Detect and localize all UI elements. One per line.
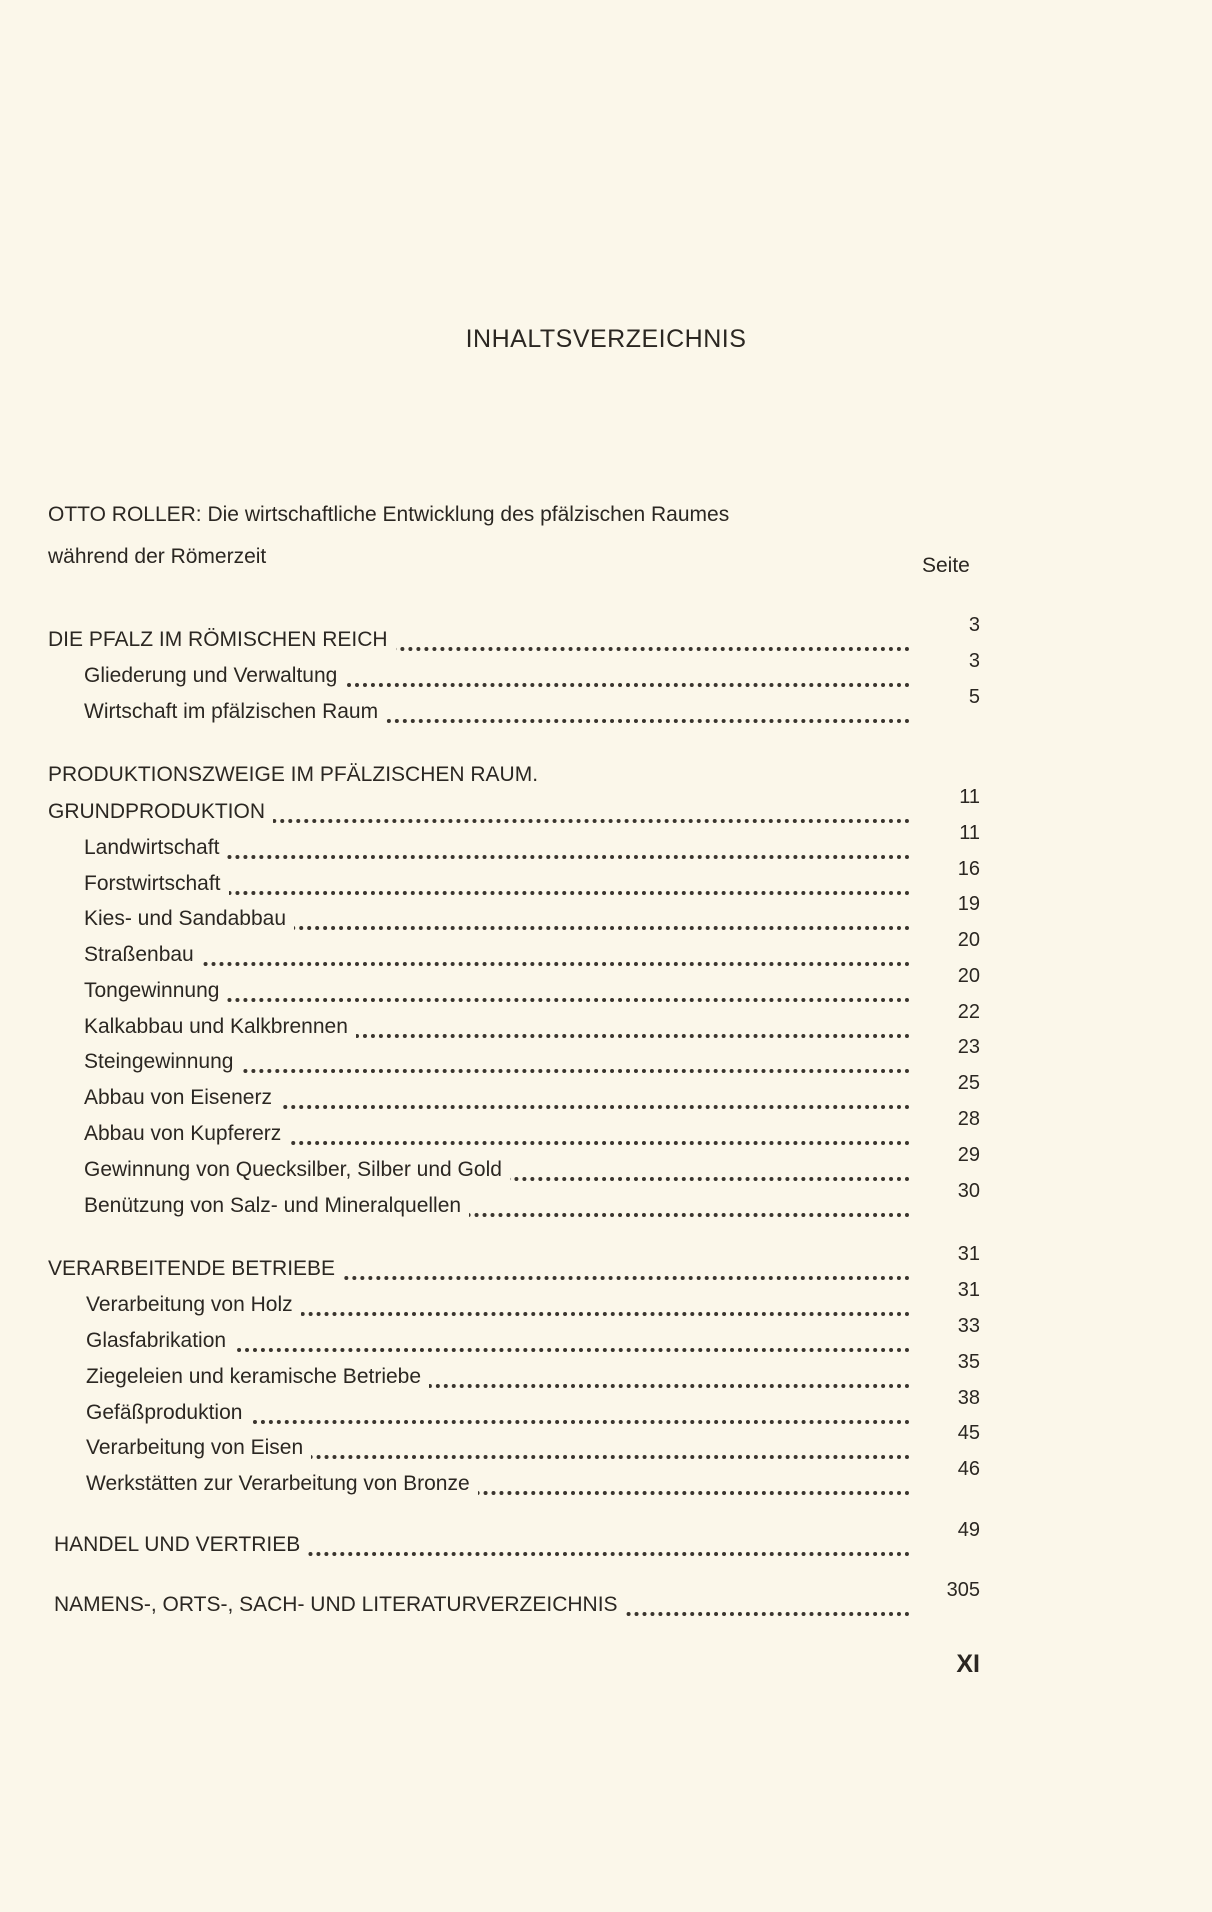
toc-entry <box>84 1108 980 1152</box>
toc-entry <box>84 1180 980 1224</box>
toc-entry-label: Verarbeitung von Eisen <box>86 1436 311 1460</box>
toc-entry <box>86 1458 980 1502</box>
toc-page-number: 23 <box>957 1036 980 1058</box>
toc-entry <box>84 1144 980 1188</box>
toc-entry <box>84 929 980 973</box>
toc-entry-label: Tongewinnung <box>84 979 227 1003</box>
toc-entry-label: Werkstätten zur Verarbeitung von Bronze <box>86 1472 478 1496</box>
toc-entry-label: Abbau von Kupfererz <box>84 1122 289 1146</box>
toc-entry <box>86 1422 980 1466</box>
page-title: INHALTSVERZEICHNIS <box>465 325 747 353</box>
toc-entry-label: Straßenbau <box>84 943 202 967</box>
toc-page-number: 19 <box>957 893 980 915</box>
toc-heading-label: NAMENS-, ORTS-, SACH- UND LITERATURVERZEICHNIS <box>54 1593 626 1617</box>
toc-page-number: 30 <box>957 1180 980 1202</box>
toc-page-number: 49 <box>957 1519 980 1541</box>
toc-entry <box>84 1036 980 1080</box>
toc-page-number: 22 <box>957 1001 980 1023</box>
toc-heading-handel <box>54 1519 980 1563</box>
toc-entry-label: Benützung von Salz- und Mineralquellen <box>84 1194 469 1218</box>
toc-page-number: 3 <box>968 614 980 636</box>
toc-entry <box>84 650 980 694</box>
toc-heading-label: DIE PFALZ IM RÖMISCHEN REICH <box>48 628 396 652</box>
toc-entry <box>86 1279 980 1323</box>
toc-entry-label: Wirtschaft im pfälzischen Raum <box>84 700 386 724</box>
toc-page-number: 305 <box>946 1579 980 1601</box>
toc-heading-label: HANDEL UND VERTRIEB <box>54 1533 308 1557</box>
toc-entry-label: Verarbeitung von Holz <box>86 1293 301 1317</box>
toc-heading-label: GRUNDPRODUKTION <box>48 800 273 824</box>
toc-page-number: 20 <box>957 965 980 987</box>
page-folio: XI <box>956 1650 980 1678</box>
toc-entry-label: Steingewinnung <box>84 1050 241 1074</box>
toc-page-number: 29 <box>957 1144 980 1166</box>
toc-heading-label: VERARBEITENDE BETRIEBE <box>48 1257 343 1281</box>
toc-entry <box>84 858 980 902</box>
toc-entry-label: Ziegeleien und keramische Betriebe <box>86 1365 429 1389</box>
toc-entry <box>84 965 980 1009</box>
toc-page-number: 45 <box>957 1422 980 1444</box>
intro-line-1: OTTO ROLLER: Die wirtschaftliche Entwicklung des pfälzischen Raumes <box>48 503 730 526</box>
toc-page-number: 46 <box>957 1458 980 1480</box>
toc-page-number: 31 <box>957 1279 980 1301</box>
toc-page-number: 16 <box>957 858 980 880</box>
toc-page-number: 20 <box>957 929 980 951</box>
toc-page-number: 31 <box>957 1243 980 1265</box>
toc-entry <box>86 1315 980 1359</box>
toc-entry-label: Forstwirtschaft <box>84 872 229 896</box>
toc-page-number: 5 <box>968 686 980 708</box>
toc-entry <box>84 893 980 937</box>
intro-line-2: während der Römerzeit <box>48 545 267 568</box>
toc-heading-register <box>54 1579 980 1623</box>
toc-page-number: 25 <box>957 1072 980 1094</box>
toc-entry <box>86 1387 980 1431</box>
toc-entry-label: Gefäßproduktion <box>86 1401 250 1425</box>
toc-entry <box>84 1001 980 1045</box>
toc-page-number: 11 <box>959 822 980 844</box>
toc-heading-pfalz <box>48 614 980 658</box>
toc-entry-label: Gewinnung von Quecksilber, Silber und Gold <box>84 1158 510 1182</box>
toc-entry <box>86 1351 980 1395</box>
toc-entry <box>84 822 980 866</box>
toc-page-number: 3 <box>968 650 980 672</box>
toc-page-number: 11 <box>959 786 980 808</box>
toc-heading-verarbeitende <box>48 1243 980 1287</box>
toc-entry-label: Glasfabrikation <box>86 1329 234 1353</box>
toc-entry-label: Landwirtschaft <box>84 836 227 860</box>
toc-heading-produktion: PRODUKTIONSZWEIGE IM PFÄLZISCHEN RAUM. <box>48 763 539 786</box>
toc-entry-label: Abbau von Eisenerz <box>84 1086 280 1110</box>
toc-page-number: 35 <box>957 1351 980 1373</box>
toc-entry-label: Gliederung und Verwaltung <box>84 664 345 688</box>
toc-entry-label: Kies- und Sandabbau <box>84 907 294 931</box>
toc-heading-grundproduktion <box>48 786 980 830</box>
toc-page-number: 38 <box>957 1387 980 1409</box>
page-column-label: Seite <box>922 554 970 577</box>
toc-entry <box>84 1072 980 1116</box>
toc-entry-label: Kalkabbau und Kalkbrennen <box>84 1015 356 1039</box>
toc-page-number: 33 <box>957 1315 980 1337</box>
toc-entry <box>84 686 980 730</box>
leader-dots <box>84 962 910 966</box>
toc-page-number: 28 <box>957 1108 980 1130</box>
